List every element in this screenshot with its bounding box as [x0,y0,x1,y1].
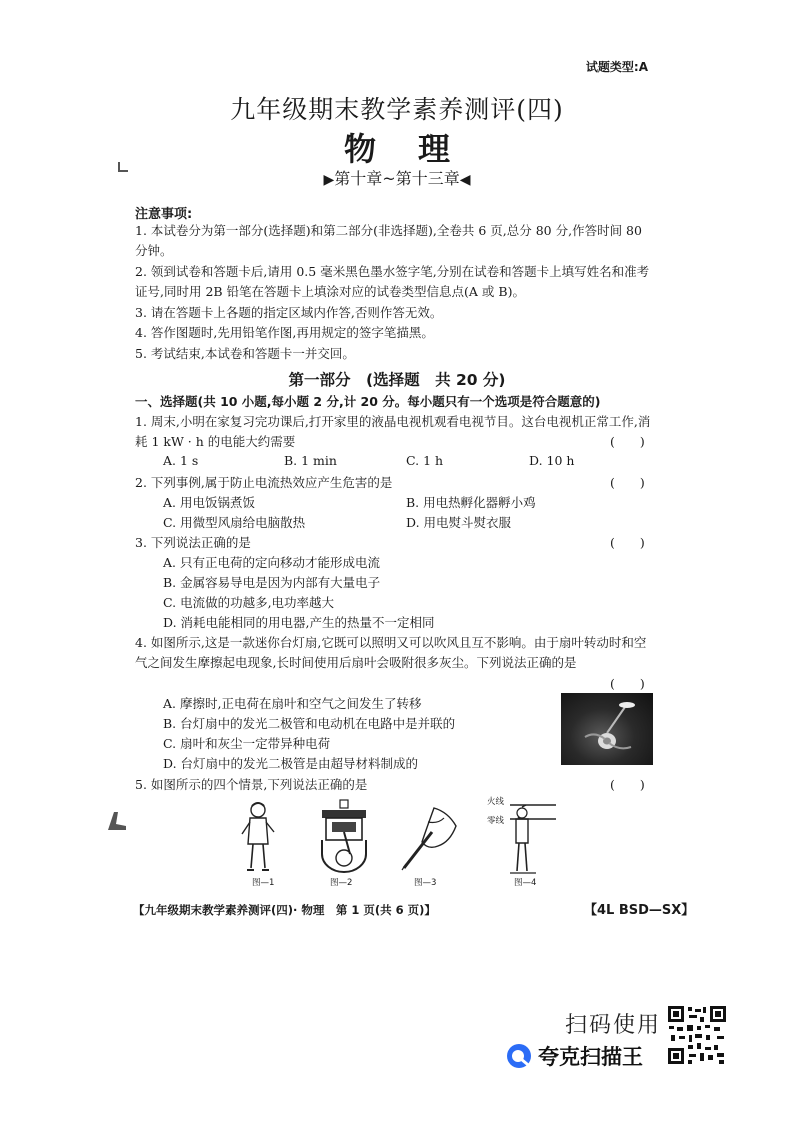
page-footer-right: 【4L BSD—SX】 [584,903,695,918]
option-d: D. 10 h [529,453,575,468]
chapter-range-text: 第十章~第十三章 [334,169,460,188]
exam-type-label: 试题类型:A [585,60,648,74]
figure-1-caption: 图—1 [252,878,275,888]
question-4-stem: 4. 如图所示,这是一款迷你台灯扇,它既可以照明又可以吹风且互不影响。由于扇叶转动时和空气之间发生摩擦起电现象,长时间使用后扇叶会吸附很多灰尘。下列说法正确的是 [135,635,647,670]
desk-lamp-fan-photo [561,693,653,765]
note-item: 3. 请在答题卡上各题的指定区域内作答,否则作答无效。 [135,305,443,320]
figure-3-caption: 图—3 [414,878,437,888]
answer-paren: ( ) [610,434,645,449]
option-d: D. 消耗电能相同的用电器,产生的热量不一定相同 [163,615,435,630]
option-a: A. 摩擦时,正电荷在扇叶和空气之间发生了转移 [163,696,422,711]
answer-paren: ( ) [610,676,645,691]
quark-logo-icon [506,1043,532,1069]
option-c: C. 电流做的功越多,电功率越大 [163,595,335,610]
scanner-brand-text: 夸克扫描王 [538,1045,643,1069]
neutral-wire-label: 零线 [487,816,505,826]
scanner-brand [506,1041,643,1071]
option-a: A. 只有正电荷的定向移动才能形成电流 [163,555,380,570]
option-a: A. 1 s [163,453,199,468]
question-5-stem: 5. 如图所示的四个情景,下列说法正确的是 [135,777,368,792]
figure-4-caption: 图—4 [514,878,537,888]
option-c: C. 1 h [406,453,444,468]
fire-wire-label: 火线 [487,797,505,807]
notes-heading: 注意事项: [135,207,193,222]
note-item: 4. 答作图题时,先用铅笔作图,再用规定的签字笔描黑。 [135,325,434,340]
figure-2-caption: 图—2 [330,878,353,888]
option-c: C. 扇叶和灰尘一定带异种电荷 [163,736,331,751]
question-1-stem: 1. 周末,小明在家复习完功课后,打开家里的液晶电视机观看电视节目。这台电视机正常工作,消耗 1 kW · h 的电能大约需要 [135,414,651,449]
option-b: B. 金属容易导电是因为内部有大量电子 [163,575,381,590]
page-footer-left: 【九年级期末教学素养测评(四)· 物理 第 1 页(共 6 页)】 [133,903,436,917]
scan-caption: 扫码使用 [565,1013,662,1038]
question-3-stem: 3. 下列说法正确的是 [135,535,251,550]
figure-2 [314,798,374,874]
figure-1 [238,800,278,874]
triangle-left-icon: ◀ [459,172,471,188]
option-d: D. 台灯扇中的发光二极管是由超导材料制成的 [163,756,419,771]
option-a: A. 用电饭锅煮饭 [163,495,255,510]
option-b: B. 用电热孵化器孵小鸡 [406,495,536,510]
answer-paren: ( ) [610,535,645,550]
answer-paren: ( ) [610,475,645,490]
note-item: 1. 本试卷分为第一部分(选择题)和第二部分(非选择题),全卷共 6 页,总分 80 分,作答时间 80 分钟。 [135,223,642,258]
option-c: C. 用微型风扇给电脑散热 [163,515,306,530]
note-item: 5. 考试结束,本试卷和答题卡一并交回。 [135,346,355,361]
margin-mark-icon [104,810,128,836]
corner-mark-icon [118,162,128,172]
triangle-right-icon: ▶ [323,172,335,188]
note-item: 2. 领到试卷和答题卡后,请用 0.5 毫米黑色墨水签字笔,分别在试卷和答题卡上填写姓名和准考证号,同时用 2B 铅笔在答题卡上填涂对应的试卷类型信息点(A 或 B)。 [135,264,650,299]
exam-subject: 物理 [343,130,492,168]
option-d: D. 用电熨斗熨衣服 [406,515,512,530]
figure-3 [398,802,460,872]
answer-paren: ( ) [610,777,645,792]
qr-code-icon[interactable] [667,1005,727,1065]
option-b: B. 台灯扇中的发光二极管和电动机在电路中是并联的 [163,716,456,731]
option-b: B. 1 min [284,453,337,468]
section-intro: 一、选择题(共 10 小题,每小题 2 分,计 20 分。每小题只有一个选项是符合题意的) [135,394,601,409]
exam-title: 九年级期末教学素养测评(四) [230,95,564,124]
question-2-stem: 2. 下列事例,属于防止电流热效应产生危害的是 [135,475,393,490]
part1-heading: 第一部分 (选择题 共 20 分) [288,371,506,389]
